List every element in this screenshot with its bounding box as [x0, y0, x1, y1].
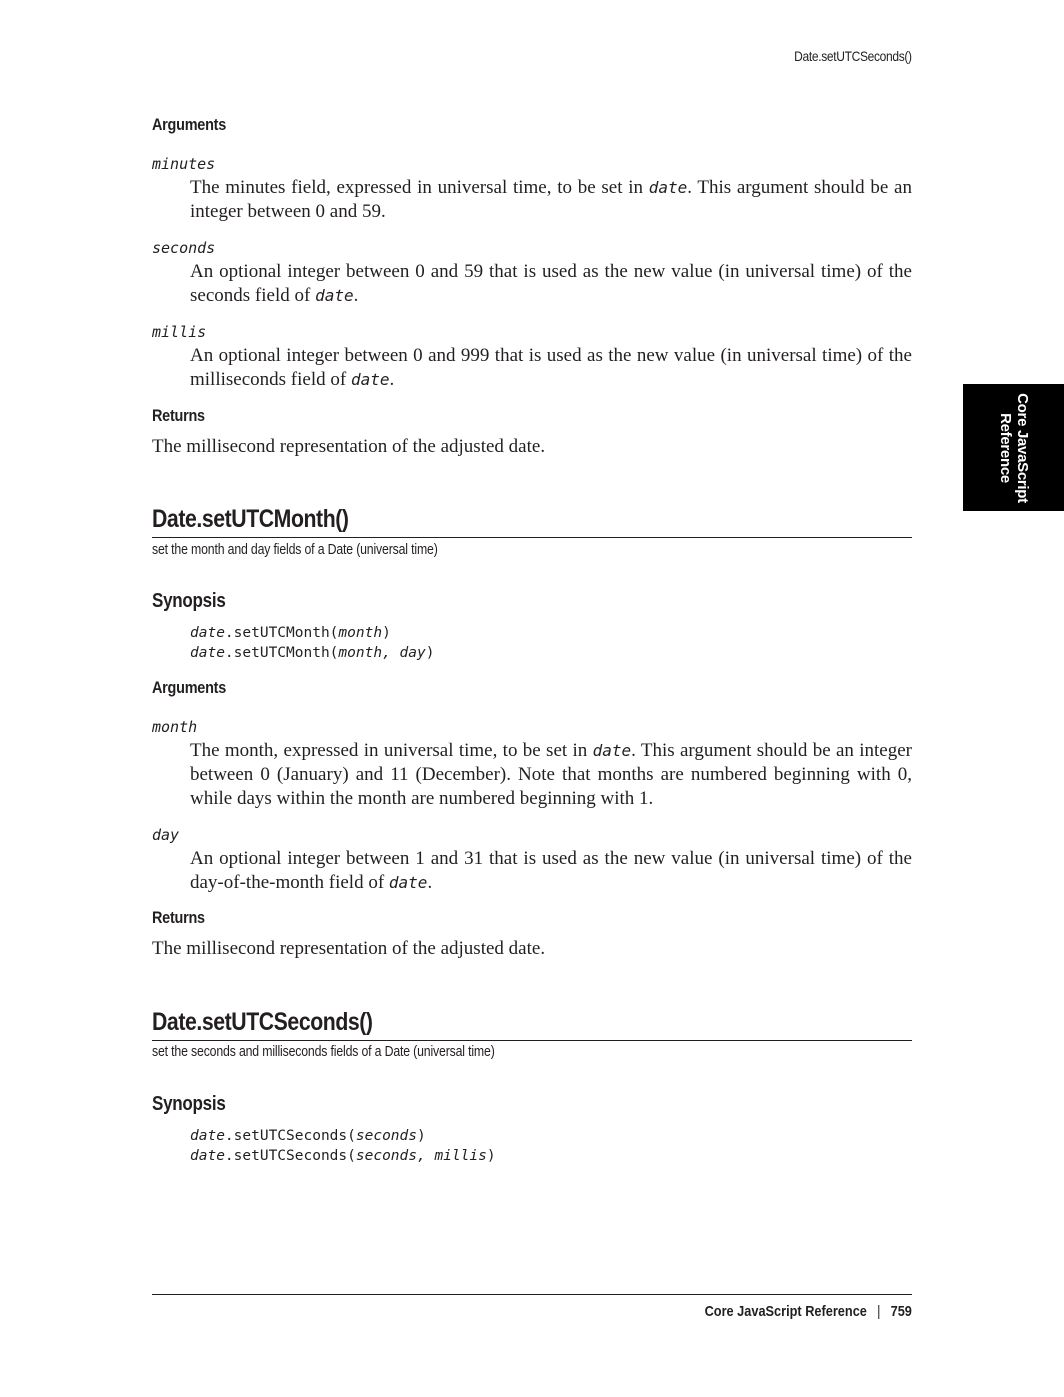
- returns-heading: Returns: [152, 406, 205, 425]
- synopsis-heading: Synopsis: [152, 590, 226, 612]
- synopsis-line: date.setUTCMonth(month, day): [190, 645, 435, 661]
- arg-description: An optional integer between 0 and 59 that is used as the new value (in universal time) of the seconds field of date.: [190, 261, 912, 306]
- synopsis-line: date.setUTCSeconds(seconds): [190, 1128, 426, 1144]
- entry-subtitle: set the month and day fields of a Date (universal time): [152, 541, 438, 558]
- running-head: Date.setUTCSeconds(): [794, 48, 912, 64]
- returns-text: The millisecond representation of the adjusted date.: [152, 938, 546, 959]
- section-thumb-tab: [963, 384, 1064, 511]
- arg-description: The minutes field, expressed in universal time, to be set in date. This argument should be an integer between 0 and 59.: [190, 177, 912, 222]
- arg-description: An optional integer between 1 and 31 that is used as the new value (in universal time) of the day-of-the-month field of date.: [190, 848, 912, 893]
- arg-term: day: [152, 826, 180, 844]
- entry-title: Date.setUTCMonth(): [152, 505, 349, 533]
- synopsis-heading: Synopsis: [152, 1093, 226, 1115]
- arg-description: An optional integer between 0 and 999 that is used as the new value (in universal time) of the milliseconds field of date.: [190, 345, 912, 390]
- arg-term: seconds: [152, 239, 216, 257]
- arguments-heading: Arguments: [152, 115, 226, 134]
- synopsis-code: [190, 1126, 496, 1166]
- synopsis-code: [190, 623, 434, 663]
- footer-separator: |: [877, 1303, 881, 1320]
- footer-rule: [152, 1294, 912, 1295]
- entry-rule: [152, 1040, 912, 1041]
- returns-heading: Returns: [152, 908, 205, 927]
- returns-text: The millisecond representation of the adjusted date.: [152, 436, 546, 457]
- entry-rule: [152, 537, 912, 538]
- arg-term: month: [152, 718, 198, 736]
- page-number: 759: [890, 1303, 912, 1320]
- arg-description: The month, expressed in universal time, to be set in date. This argument should be an integer between 0 (January) and 11 (December). Note that months are numbered beginning with 0, while days within the month are numbered beginning with 1.: [190, 740, 912, 809]
- entry-title: Date.setUTCSeconds(): [152, 1008, 373, 1036]
- arguments-heading: Arguments: [152, 678, 226, 697]
- entry-subtitle: set the seconds and milliseconds fields of a Date (universal time): [152, 1043, 495, 1060]
- synopsis-line: date.setUTCMonth(month): [190, 625, 391, 641]
- thumb-tab-label: Core JavaScript Reference: [996, 392, 1031, 503]
- page-footer: [705, 1303, 912, 1320]
- footer-section: Core JavaScript Reference: [704, 1303, 868, 1320]
- arg-term: minutes: [152, 155, 216, 173]
- synopsis-line: date.setUTCSeconds(seconds, millis): [190, 1148, 496, 1164]
- arg-term: millis: [152, 323, 207, 341]
